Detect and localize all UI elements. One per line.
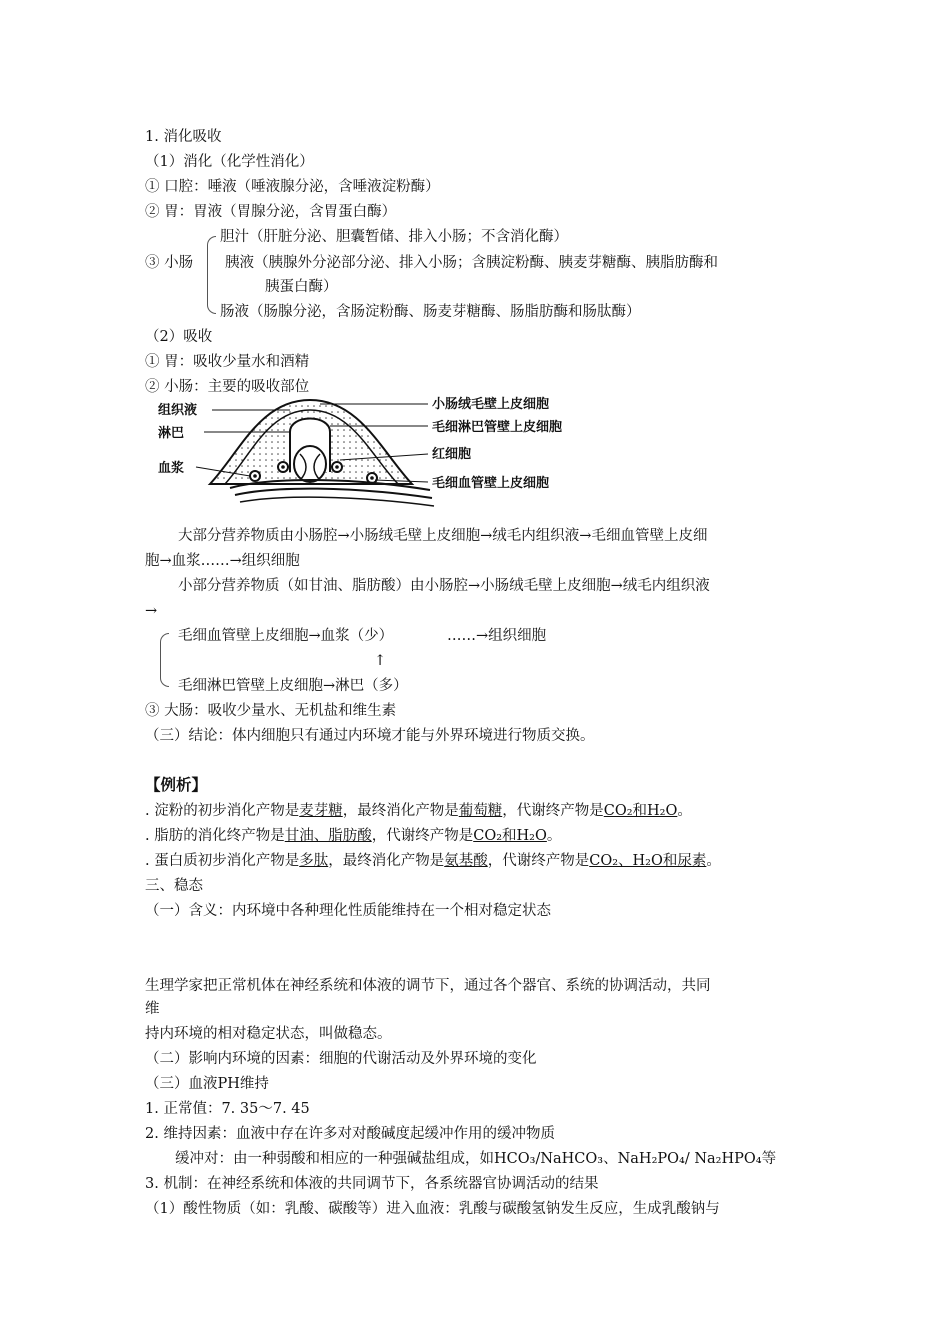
answer: 多肽 [299,853,329,869]
buffer-line: 缓冲对：由一种弱酸和相应的一种强碱盐组成，如HCO₃/NaHCO₃、NaH₂PO₄/ Na₂HPO₄等 [175,1151,777,1167]
label-tissue-fluid: 组织液 [158,403,198,418]
branch-top: 毛细血管壁上皮细胞→血浆（少） [178,628,394,644]
definition-1: 生理学家把正常机体在神经系统和体液的调节下，通过各个器官、系统的协调活动，共同 [145,978,711,994]
answer: CO₂、H₂O和尿素 [589,853,707,869]
example-2: . 脂肪的消化终产物是甘油、脂肪酸，代谢终产物是CO₂和H₂O。 [145,828,562,844]
intestinal-juice-line: 肠液（肠腺分泌，含肠淀粉酶、肠麦芽糖酶、肠脂肪酶和肠肽酶） [220,304,641,320]
conclusion-line: （三）结论：体内细胞只有通过内环境才能与外界环境进行物质交换。 [145,728,595,744]
definition-3: 持内环境的相对稳定状态，叫做稳态。 [145,1026,392,1042]
stomach-line: ② 胃：胃液（胃腺分泌，含胃蛋白酶） [145,204,397,220]
answer: 氨基酸 [444,853,488,869]
small-intestine-brace [207,236,216,314]
example-heading: 【例析】 [145,775,208,794]
maintain-line: 2. 维持因素：血液中存在许多对对酸碱度起缓冲作用的缓冲物质 [145,1126,555,1142]
mouth-line: ① 口腔：唾液（唾液腺分泌，含唾液淀粉酶） [145,179,440,195]
minor-pathway-2: → [145,603,158,619]
answer: 甘油、脂肪酸 [284,828,372,844]
normal-value-line: 1. 正常值：7. 35～7. 45 [145,1101,310,1117]
digestion-heading: （1）消化（化学性消化） [145,154,314,170]
example-3: . 蛋白质初步消化产物是多肽，最终消化产物是氨基酸，代谢终产物是CO₂、H₂O和尿素。 [145,853,721,869]
homeostasis-meaning: （一）含义：内环境中各种理化性质能维持在一个相对稳定状态 [145,903,551,919]
label-lymph: 淋巴 [158,426,185,441]
major-pathway-1: 大部分营养物质由小肠腔→小肠绒毛壁上皮细胞→绒毛内组织液→毛细血管壁上皮细 [178,528,708,544]
answer: 麦芽糖 [299,803,343,819]
villus-diagram [150,392,600,512]
small-intestine-label: ③ 小肠 [145,255,194,271]
answer: 葡萄糖 [458,803,503,819]
large-intestine-line: ③ 大肠：吸收少量水、无机盐和维生素 [145,703,397,719]
branch-up-arrow: ↑ [374,653,387,669]
branch-bottom: 毛细淋巴管壁上皮细胞→淋巴（多） [178,678,408,694]
pancreatic-line-2: 胰蛋白酶） [265,279,338,295]
branch-top-tail: ……→组织细胞 [447,628,547,644]
label-lymph-capillary: 毛细淋巴管壁上皮细胞 [432,420,563,435]
label-plasma: 血浆 [158,461,185,476]
factors-line: （二）影响内环境的因素：细胞的代谢活动及外界环境的变化 [145,1051,537,1067]
answer: CO₂和H₂O [473,828,547,844]
section-title: 1. 消化吸收 [145,129,222,145]
bile-line: 胆汁（肝脏分泌、胆囊暂储、排入小肠；不含消化酶） [220,229,568,245]
branch-brace [160,633,169,687]
absorption-heading: （2）吸收 [145,329,213,345]
acid-line: （1）酸性物质（如：乳酸、碳酸等）进入血液：乳酸与碳酸氢钠发生反应，生成乳酸钠与 [145,1201,720,1217]
section3-title: 三、稳态 [145,878,203,894]
ph-heading: （三）血液PH维持 [145,1076,269,1092]
absorb-small-line: ② 小肠：主要的吸收部位 [145,379,310,395]
pancreatic-line-1: 胰液（胰腺外分泌部分泌、排入小肠；含胰淀粉酶、胰麦芽糖酶、胰脂肪酶和 [225,255,718,271]
absorb-stomach-line: ① 胃：吸收少量水和酒精 [145,354,310,370]
label-villus-epithelium: 小肠绒毛壁上皮细胞 [432,397,550,412]
major-pathway-2: 胞→血浆……→组织细胞 [145,553,300,569]
mechanism-line: 3. 机制：在神经系统和体液的共同调节下，各系统器官协调活动的结果 [145,1176,599,1192]
example-1: . 淀粉的初步消化产物是麦芽糖，最终消化产物是葡萄糖，代谢终产物是CO₂和H₂O。 [145,803,692,819]
capillary-center [294,446,326,482]
answer: CO₂和H₂O [603,803,678,819]
minor-pathway-1: 小部分营养物质（如甘油、脂肪酸）由小肠腔→小肠绒毛壁上皮细胞→绒毛内组织液 [178,578,710,594]
label-red-cell: 红细胞 [432,447,472,462]
definition-2: 维 [145,1001,160,1017]
label-blood-capillary: 毛细血管壁上皮细胞 [432,476,550,491]
